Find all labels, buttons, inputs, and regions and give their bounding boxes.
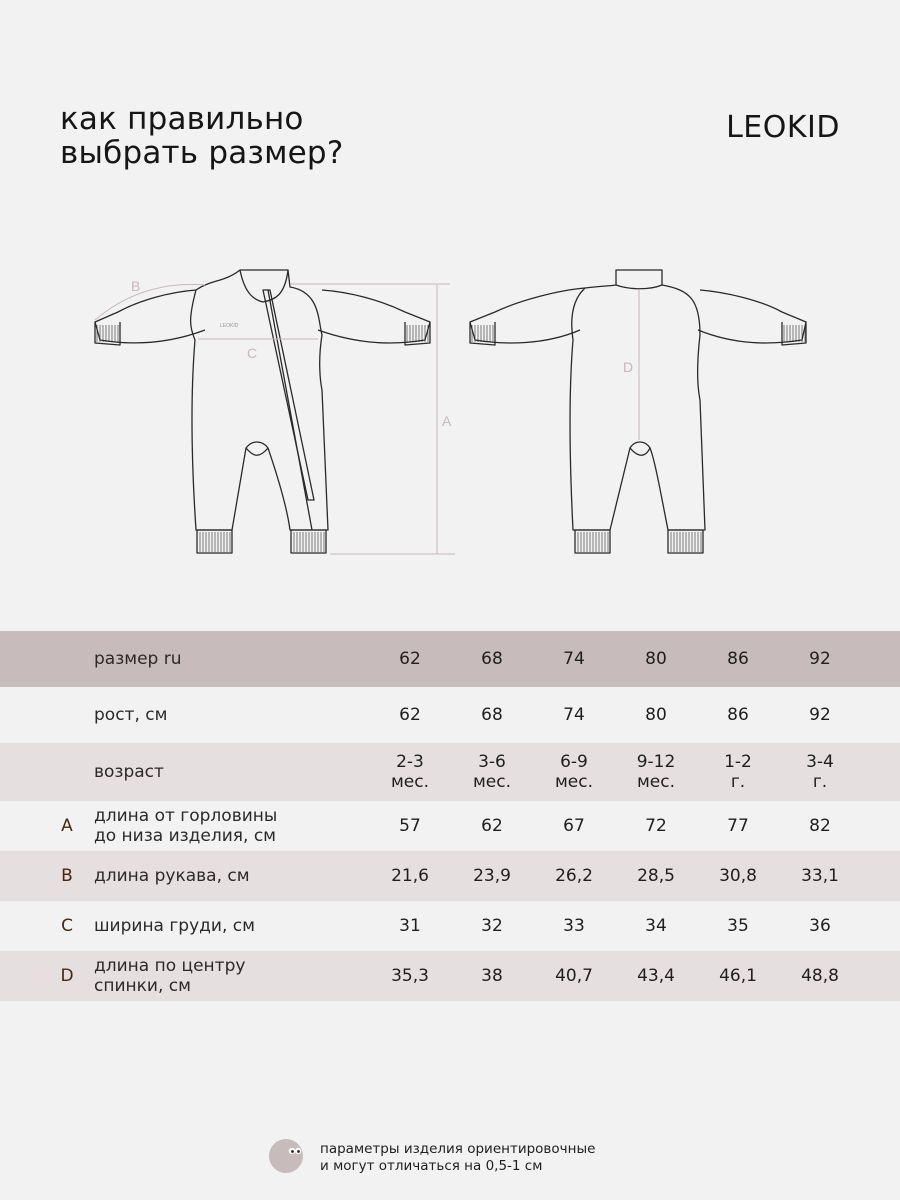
row-letter: D [60,966,74,986]
table-cell: 57 [399,816,421,836]
row-letter: A [61,816,73,836]
table-cell: 3-4 г. [806,752,834,792]
table-cell: 62 [399,705,421,725]
table-cell: 77 [727,816,749,836]
table-cell: 9-12 мес. [636,752,676,792]
table-cell: 40,7 [555,966,593,986]
table-cell: 35 [727,916,749,936]
page-title: как правильно выбрать размер? [60,101,344,171]
table-cell: 34 [645,916,667,936]
front-rib-lines [97,325,428,552]
table-cell: 6-9 мес. [554,752,594,792]
table-cell: 68 [481,705,503,725]
table-cell: 92 [809,705,831,725]
row-label: рост, см [94,705,168,725]
size-table [0,631,900,1001]
chest-logo: LEOKID [220,323,239,329]
table-row [0,631,900,687]
table-cell: 48,8 [801,966,839,986]
table-cell: 68 [481,649,503,669]
front-view [95,270,430,553]
table-cell: 33,1 [801,866,839,886]
table-cell: 33 [563,916,585,936]
table-cell: 23,9 [473,866,511,886]
table-cell: 86 [727,649,749,669]
table-cell: 1-2 г. [724,752,752,792]
table-cell: 46,1 [719,966,757,986]
row-label: длина от горловины до низа изделия, см [94,806,278,846]
measure-b-label: B [131,278,141,294]
table-cell: 35,3 [391,966,429,986]
brand-logo: LEOKID [726,110,840,145]
table-cell: 80 [645,705,667,725]
row-label: ширина груди, см [94,916,255,936]
row-letter: C [61,916,73,936]
table-cell: 82 [809,816,831,836]
table-cell: 31 [399,916,421,936]
disclaimer-note: параметры изделия ориентировочные и могут отличаться на 0,5-1 см [320,1141,596,1174]
table-row [0,743,900,801]
measure-lines [95,284,639,554]
table-cell: 86 [727,705,749,725]
jumpsuit-diagram [0,250,900,570]
measure-d-label: D [623,359,634,375]
table-row [0,801,900,851]
table-cell: 3-6 мес. [472,752,512,792]
table-cell: 30,8 [719,866,757,886]
table-cell: 38 [481,966,503,986]
table-cell: 72 [645,816,667,836]
table-cell: 62 [481,816,503,836]
measure-a-label: A [442,413,452,429]
row-label: возраст [94,762,164,782]
row-letter: B [61,866,73,886]
table-row [0,901,900,951]
table-cell: 92 [809,649,831,669]
row-label: длина рукава, см [94,866,250,886]
back-view [470,270,806,553]
table-cell: 21,6 [391,866,429,886]
table-row [0,951,900,1001]
table-cell: 26,2 [555,866,593,886]
table-row [0,851,900,901]
table-cell: 74 [563,649,585,669]
mascot-icon [268,1138,304,1174]
table-cell: 28,5 [637,866,675,886]
table-row [0,687,900,743]
table-cell: 32 [481,916,503,936]
table-cell: 67 [563,816,585,836]
table-cell: 80 [645,649,667,669]
table-cell: 43,4 [637,966,675,986]
table-cell: 62 [399,649,421,669]
row-label: длина по центру спинки, см [94,956,246,996]
table-cell: 2-3 мес. [390,752,430,792]
table-cell: 74 [563,705,585,725]
measure-c-label: C [247,345,258,361]
row-label: размер ru [94,649,182,669]
table-cell: 36 [809,916,831,936]
